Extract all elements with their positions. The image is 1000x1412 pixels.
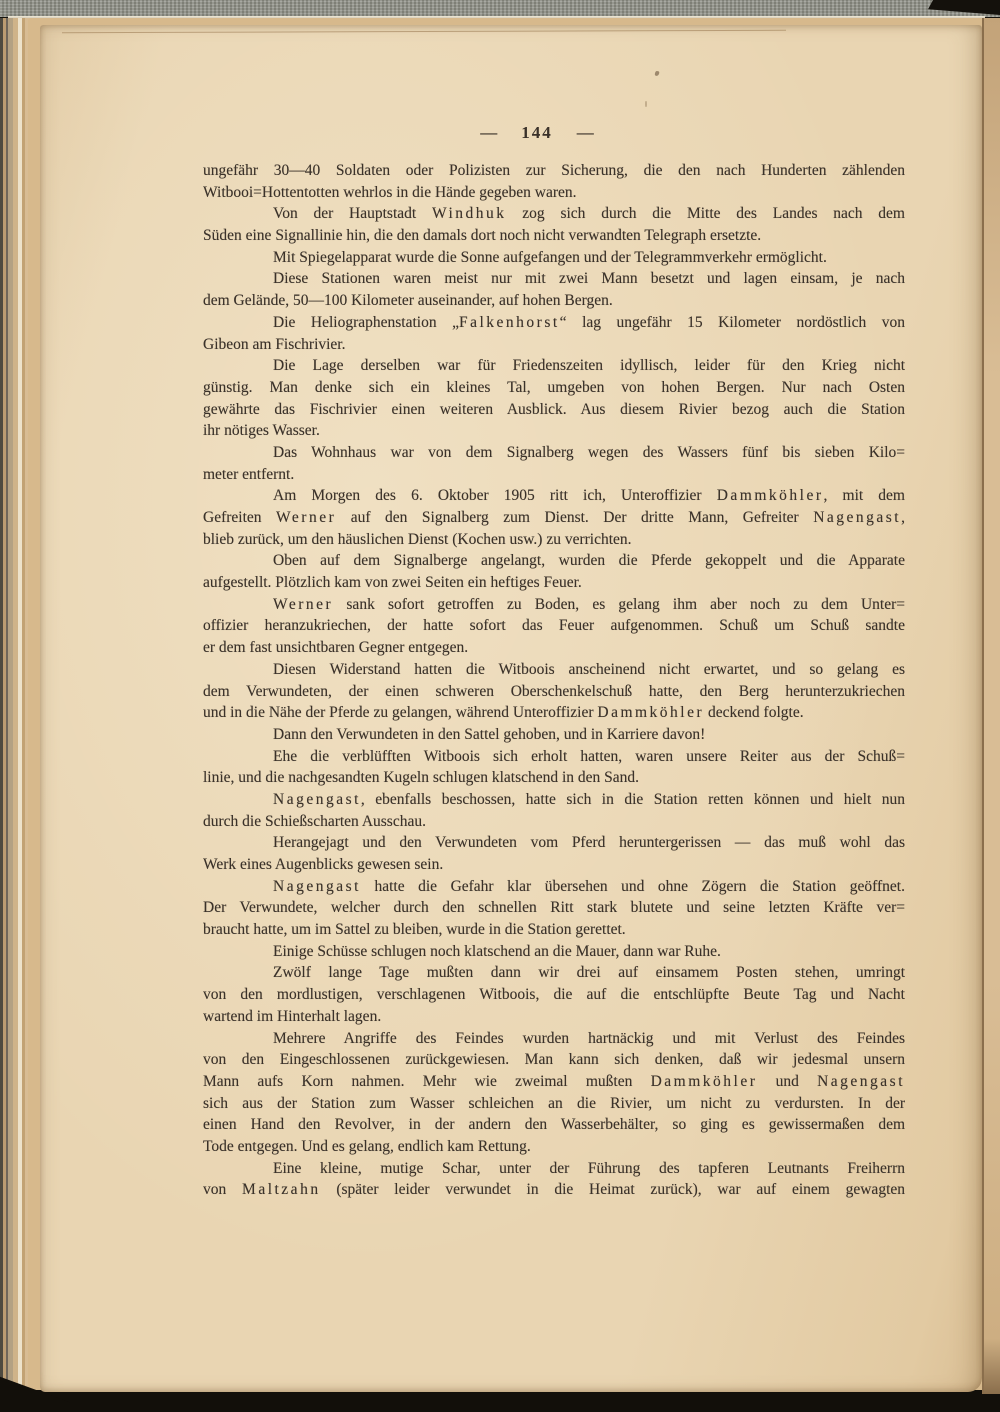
book-cover-fabric — [0, 0, 1000, 17]
text-line: Am Morgen des 6. Oktober 1905 ritt ich, Unteroffizier Dammköhler, mit dem — [273, 487, 905, 505]
letterspaced-name: Nagengast — [813, 509, 902, 526]
header-dash-left: — — [480, 123, 498, 142]
text-line: Nagengast, ebenfalls beschossen, hatte sich in die Station retten können und hielt nun — [273, 790, 905, 808]
text-line: ihr nötiges Wasser. — [203, 422, 320, 440]
letterspaced-name: Windhuk — [431, 205, 507, 223]
letterspaced-name: Falkenhorst — [458, 313, 560, 331]
text-line: Tode entgegen. Und es gelang, endlich kam Rettung. — [203, 1137, 531, 1155]
text-line: Gefreiten Werner auf den Signalberg zum Dienst. Der dritte Mann, Gefreiter Nagengast, — [203, 509, 905, 526]
text-line: Oben auf dem Signalberge angelangt, wurden die Pferde gekoppelt und die Apparate — [273, 552, 905, 570]
text-line: linie, und die nachgesandten Kugeln schlugen klatschend in den Sand. — [203, 769, 640, 787]
letterspaced-name: Werner — [273, 595, 334, 613]
text-line: gewährte das Fischrivier einen weiteren Ausblick. Aus diesem Rivier bezog auch die Station — [203, 400, 905, 418]
text-line: offizier heranzukriechen, der hatte sofort das Feuer aufgenommen. Schuß um Schuß sandte — [203, 617, 905, 635]
text-line: aufgestellt. Plötzlich kam von zwei Seiten ein heftiges Feuer. — [203, 574, 582, 592]
bottom-shadow — [0, 1390, 1000, 1412]
letterspaced-name: Maltzahn — [242, 1181, 321, 1199]
letterspaced-name: Dammköhler — [716, 487, 824, 505]
header-dash-right: — — [576, 123, 594, 142]
letterspaced-name: Dammköhler — [597, 704, 705, 722]
text-line: Zwölf lange Tage mußten dann wir drei auf einsamem Posten stehen, umringt — [273, 964, 905, 982]
text-line: ungefähr 30—40 Soldaten oder Polizisten zur Sicherung, die den nach Hunderten zählenden — [203, 162, 905, 179]
text-line: blieb zurück, um den häuslichen Dienst (Kochen usw.) zu verrichten. — [203, 530, 632, 548]
text-line: Nagengast hatte die Gefahr klar übersehen und ohne Zögern die Station geöffnet. — [273, 877, 905, 895]
text-line: Ehe die verblüfften Witboois sich erholt hatten, waren unsere Reiter aus der Schuß= — [273, 747, 905, 765]
right-gutter-edge — [982, 18, 1000, 1394]
letterspaced-name: Werner — [276, 509, 337, 526]
text-line: und in die Nähe der Pferde zu gelangen, während Unteroffizier Dammköhler deckend folgte. — [203, 704, 804, 722]
text-line: von Maltzahn (später leider verwundet in die Heimat zurück), war auf einem gewagten — [203, 1181, 905, 1199]
text-line: Mit Spiegelapparat wurde die Sonne aufgefangen und der Telegrammverkehr ermöglicht. — [273, 248, 827, 266]
text-line: Mehrere Angriffe des Feindes wurden hartnäckig und mit Verlust des Feindes — [273, 1029, 905, 1047]
text-line: von den mordlustigen, verschlagenen Witboois, die auf die entschlüpfte Beute Tag und Nacht — [203, 986, 905, 1004]
text-line: er dem fast unsichtbaren Gegner entgegen. — [203, 639, 469, 657]
text-line: einen Hand den Revolver, in der andern den Wasserbehälter, so ging es gewissermaßen dem — [203, 1116, 905, 1134]
text-line: Süden eine Signallinie hin, die den damals dort noch nicht verwandten Telegraph ersetzte. — [203, 227, 762, 245]
text-line: von den Eingeschlossenen zurückgewiesen. Man kann sich denken, daß wir jedesmal unsern — [203, 1051, 905, 1069]
text-line: Die Heliographenstation „Falkenhorst“ lag ungefähr 15 Kilometer nordöstlich von — [273, 313, 905, 331]
letterspaced-name: Dammköhler — [650, 1072, 758, 1090]
paper-speck — [645, 101, 647, 107]
text-line: wartend im Hinterhalt lagen. — [203, 1007, 382, 1025]
book-page — [40, 25, 982, 1392]
text-line: braucht hatte, um im Sattel zu bleiben, wurde in die Station gerettet. — [203, 921, 626, 939]
text-line: Werner sank sofort getroffen zu Boden, es gelang ihm aber noch zu dem Unter= — [273, 595, 905, 613]
text-line: Dann den Verwundeten in den Sattel gehoben, und in Karriere davon! — [273, 725, 706, 743]
text-line: Die Lage derselben war für Friedenszeiten idyllisch, leider für den Krieg nicht — [273, 357, 905, 375]
page-crease-line — [62, 30, 786, 34]
text-line: durch die Schießscharten Ausschau. — [203, 812, 426, 830]
text-line: dem Gelände, 50—100 Kilometer auseinander, auf hohen Bergen. — [203, 292, 613, 310]
text-line: Von der Hauptstadt Windhuk zog sich durch die Mitte des Landes nach dem — [273, 205, 905, 223]
text-line: meter entfernt. — [203, 465, 295, 483]
text-line: Werk eines Augenblicks gewesen sein. — [203, 856, 444, 873]
text-line: Herangejagt und den Verwundeten vom Pferd heruntergerissen — das muß wohl das — [273, 834, 905, 852]
page-text — [203, 160, 905, 1201]
text-line: Mann aufs Korn nahmen. Mehr wie zweimal mußten Dammköhler und Nagengast — [203, 1072, 905, 1090]
text-line: Eine kleine, mutige Schar, unter der Führung des tapferen Leutnants Freiherrn — [273, 1159, 905, 1177]
text-line: Witbooi=Hottentotten wehrlos in die Hände gegeben waren. — [203, 183, 577, 201]
page-number: 144 — [521, 123, 553, 142]
text-line: Der Verwundete, welcher durch den schnellen Ritt stark blutete und seine letzten Kräfte ver= — [203, 899, 905, 917]
letterspaced-name: Nagengast — [817, 1072, 905, 1090]
letterspaced-name: Nagengast — [273, 877, 361, 895]
paper-speck — [654, 71, 659, 77]
text-line: sich aus der Station zum Wasser schleichen an die Rivier, um nicht zu verdursten. In der — [203, 1094, 905, 1112]
text-line: günstig. Man denke sich ein kleines Tal, umgeben von hohen Bergen. Nur nach Osten — [203, 378, 905, 396]
text-line: Diesen Widerstand hatten die Witboois anscheinend nicht erwartet, und so gelang es — [273, 660, 905, 678]
text-line: dem Verwundeten, der einen schweren Oberschenkelschuß hatte, den Berg herunterzukriechen — [203, 682, 905, 700]
text-line: Einige Schüsse schlugen noch klatschend an die Mauer, dann war Ruhe. — [273, 942, 721, 960]
letterspaced-name: Nagengast — [273, 790, 361, 808]
text-line: Das Wohnhaus war von dem Signalberg wegen des Wassers fünf bis sieben Kilo= — [273, 443, 905, 461]
text-line: Gibeon am Fischrivier. — [203, 335, 346, 353]
page-header — [186, 120, 888, 146]
text-line: Diese Stationen waren meist nur mit zwei Mann besetzt und lagen einsam, je nach — [273, 270, 905, 288]
